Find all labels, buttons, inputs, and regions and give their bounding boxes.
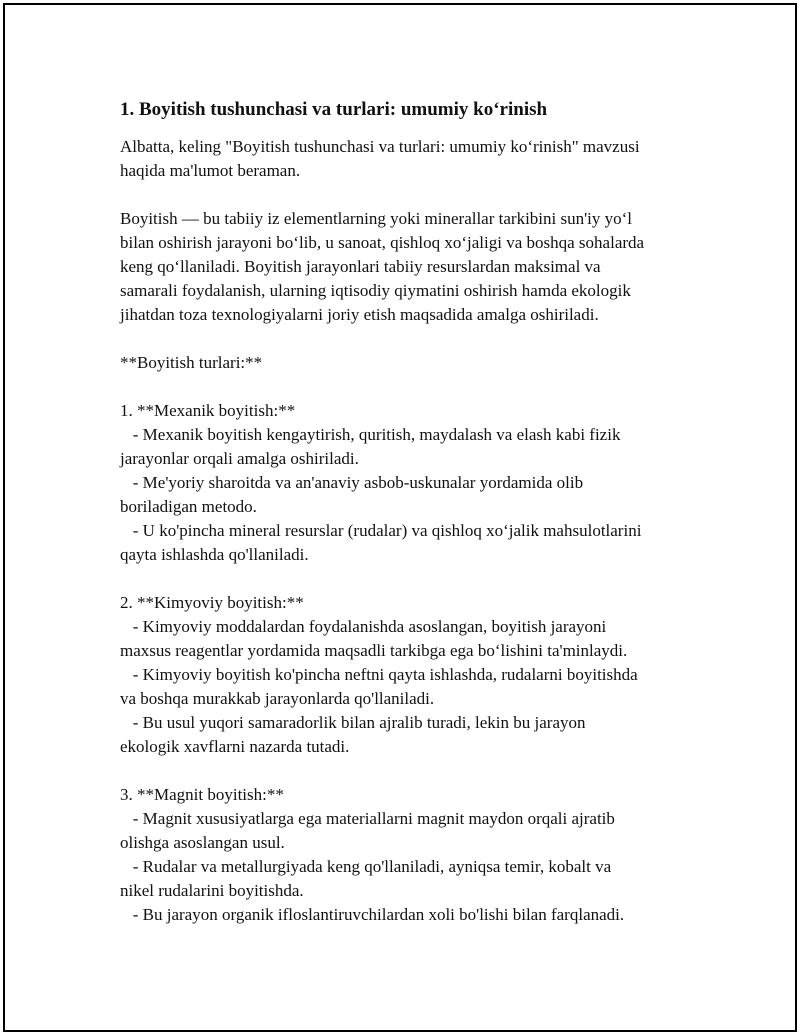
paragraph-gap — [120, 327, 700, 351]
text-line: olishga asoslangan usul. — [120, 833, 285, 852]
paragraph — [120, 207, 700, 327]
text-line: - Bu jarayon organik ifloslantiruvchilardan xoli bo'lishi bilan farqlanadi. — [120, 905, 625, 924]
text-line: - Kimyoviy boyitish ko'pincha neftni qayta ishlashda, rudalarni boyitishda — [120, 665, 638, 684]
text-line: 2. **Kimyoviy boyitish:** — [120, 593, 304, 612]
text-line: - Magnit xususiyatlarga ega materiallarni magnit maydon orqali ajratib — [120, 809, 615, 828]
paragraph — [120, 783, 700, 927]
document-content — [120, 97, 700, 927]
text-line: **Boyitish turlari:** — [120, 353, 263, 372]
text-line: - Rudalar va metallurgiyada keng qo'llaniladi, ayniqsa temir, kobalt va — [120, 857, 612, 876]
text-line: - Kimyoviy moddalardan foydalanishda asoslangan, boyitish jarayoni — [120, 617, 607, 636]
text-line: - Me'yoriy sharoitda va an'anaviy asbob-uskunalar yordamida olib — [120, 473, 584, 492]
text-line: - Mexanik boyitish kengaytirish, quritish, maydalash va elash kabi fizik — [120, 425, 621, 444]
document-title: 1. Boyitish tushunchasi va turlari: umumiy ko‘rinish — [120, 99, 548, 120]
text-line: Albatta, keling "Boyitish tushunchasi va turlari: umumiy ko‘rinish" mavzusi — [120, 137, 640, 156]
paragraph-gap — [120, 183, 700, 207]
paragraph — [120, 351, 700, 375]
text-line: keng qo‘llaniladi. Boyitish jarayonlari tabiiy resurslardan maksimal va — [120, 257, 601, 276]
text-line: qayta ishlashda qo'llaniladi. — [120, 545, 309, 564]
document-page — [3, 3, 797, 1032]
text-line: ekologik xavflarni nazarda tutadi. — [120, 737, 350, 756]
paragraph-gap — [120, 759, 700, 783]
paragraph — [120, 399, 700, 567]
text-line: nikel rudalarini boyitishda. — [120, 881, 304, 900]
text-line: boriladigan metodo. — [120, 497, 257, 516]
text-line: samarali foydalanish, ularning iqtisodiy qiymatini oshirish hamda ekologik — [120, 281, 631, 300]
text-line: Boyitish — bu tabiiy iz elementlarning yoki minerallar tarkibini sun'iy yo‘l — [120, 209, 633, 228]
paragraph-gap — [120, 567, 700, 591]
text-line: maxsus reagentlar yordamida maqsadli tarkibga ega bo‘lishini ta'minlaydi. — [120, 641, 628, 660]
text-line: jihatdan toza texnologiyalarni joriy etish maqsadida amalga oshiriladi. — [120, 305, 599, 324]
text-line: 3. **Magnit boyitish:** — [120, 785, 284, 804]
text-line: - U ko'pincha mineral resurslar (rudalar) va qishloq xo‘jalik mahsulotlarini — [120, 521, 642, 540]
text-line: jarayonlar orqali amalga oshiriladi. — [120, 449, 359, 468]
paragraph — [120, 135, 700, 183]
paragraph-gap — [120, 375, 700, 399]
text-line: 1. **Mexanik boyitish:** — [120, 401, 296, 420]
paragraph — [120, 591, 700, 759]
text-line: va boshqa murakkab jarayonlarda qo'llaniladi. — [120, 689, 435, 708]
text-line: - Bu usul yuqori samaradorlik bilan ajralib turadi, lekin bu jarayon — [120, 713, 586, 732]
text-line: haqida ma'lumot beraman. — [120, 161, 301, 180]
text-line: bilan oshirish jarayoni bo‘lib, u sanoat, qishloq xo‘jaligi va boshqa sohalarda — [120, 233, 645, 252]
document-body — [120, 135, 700, 927]
